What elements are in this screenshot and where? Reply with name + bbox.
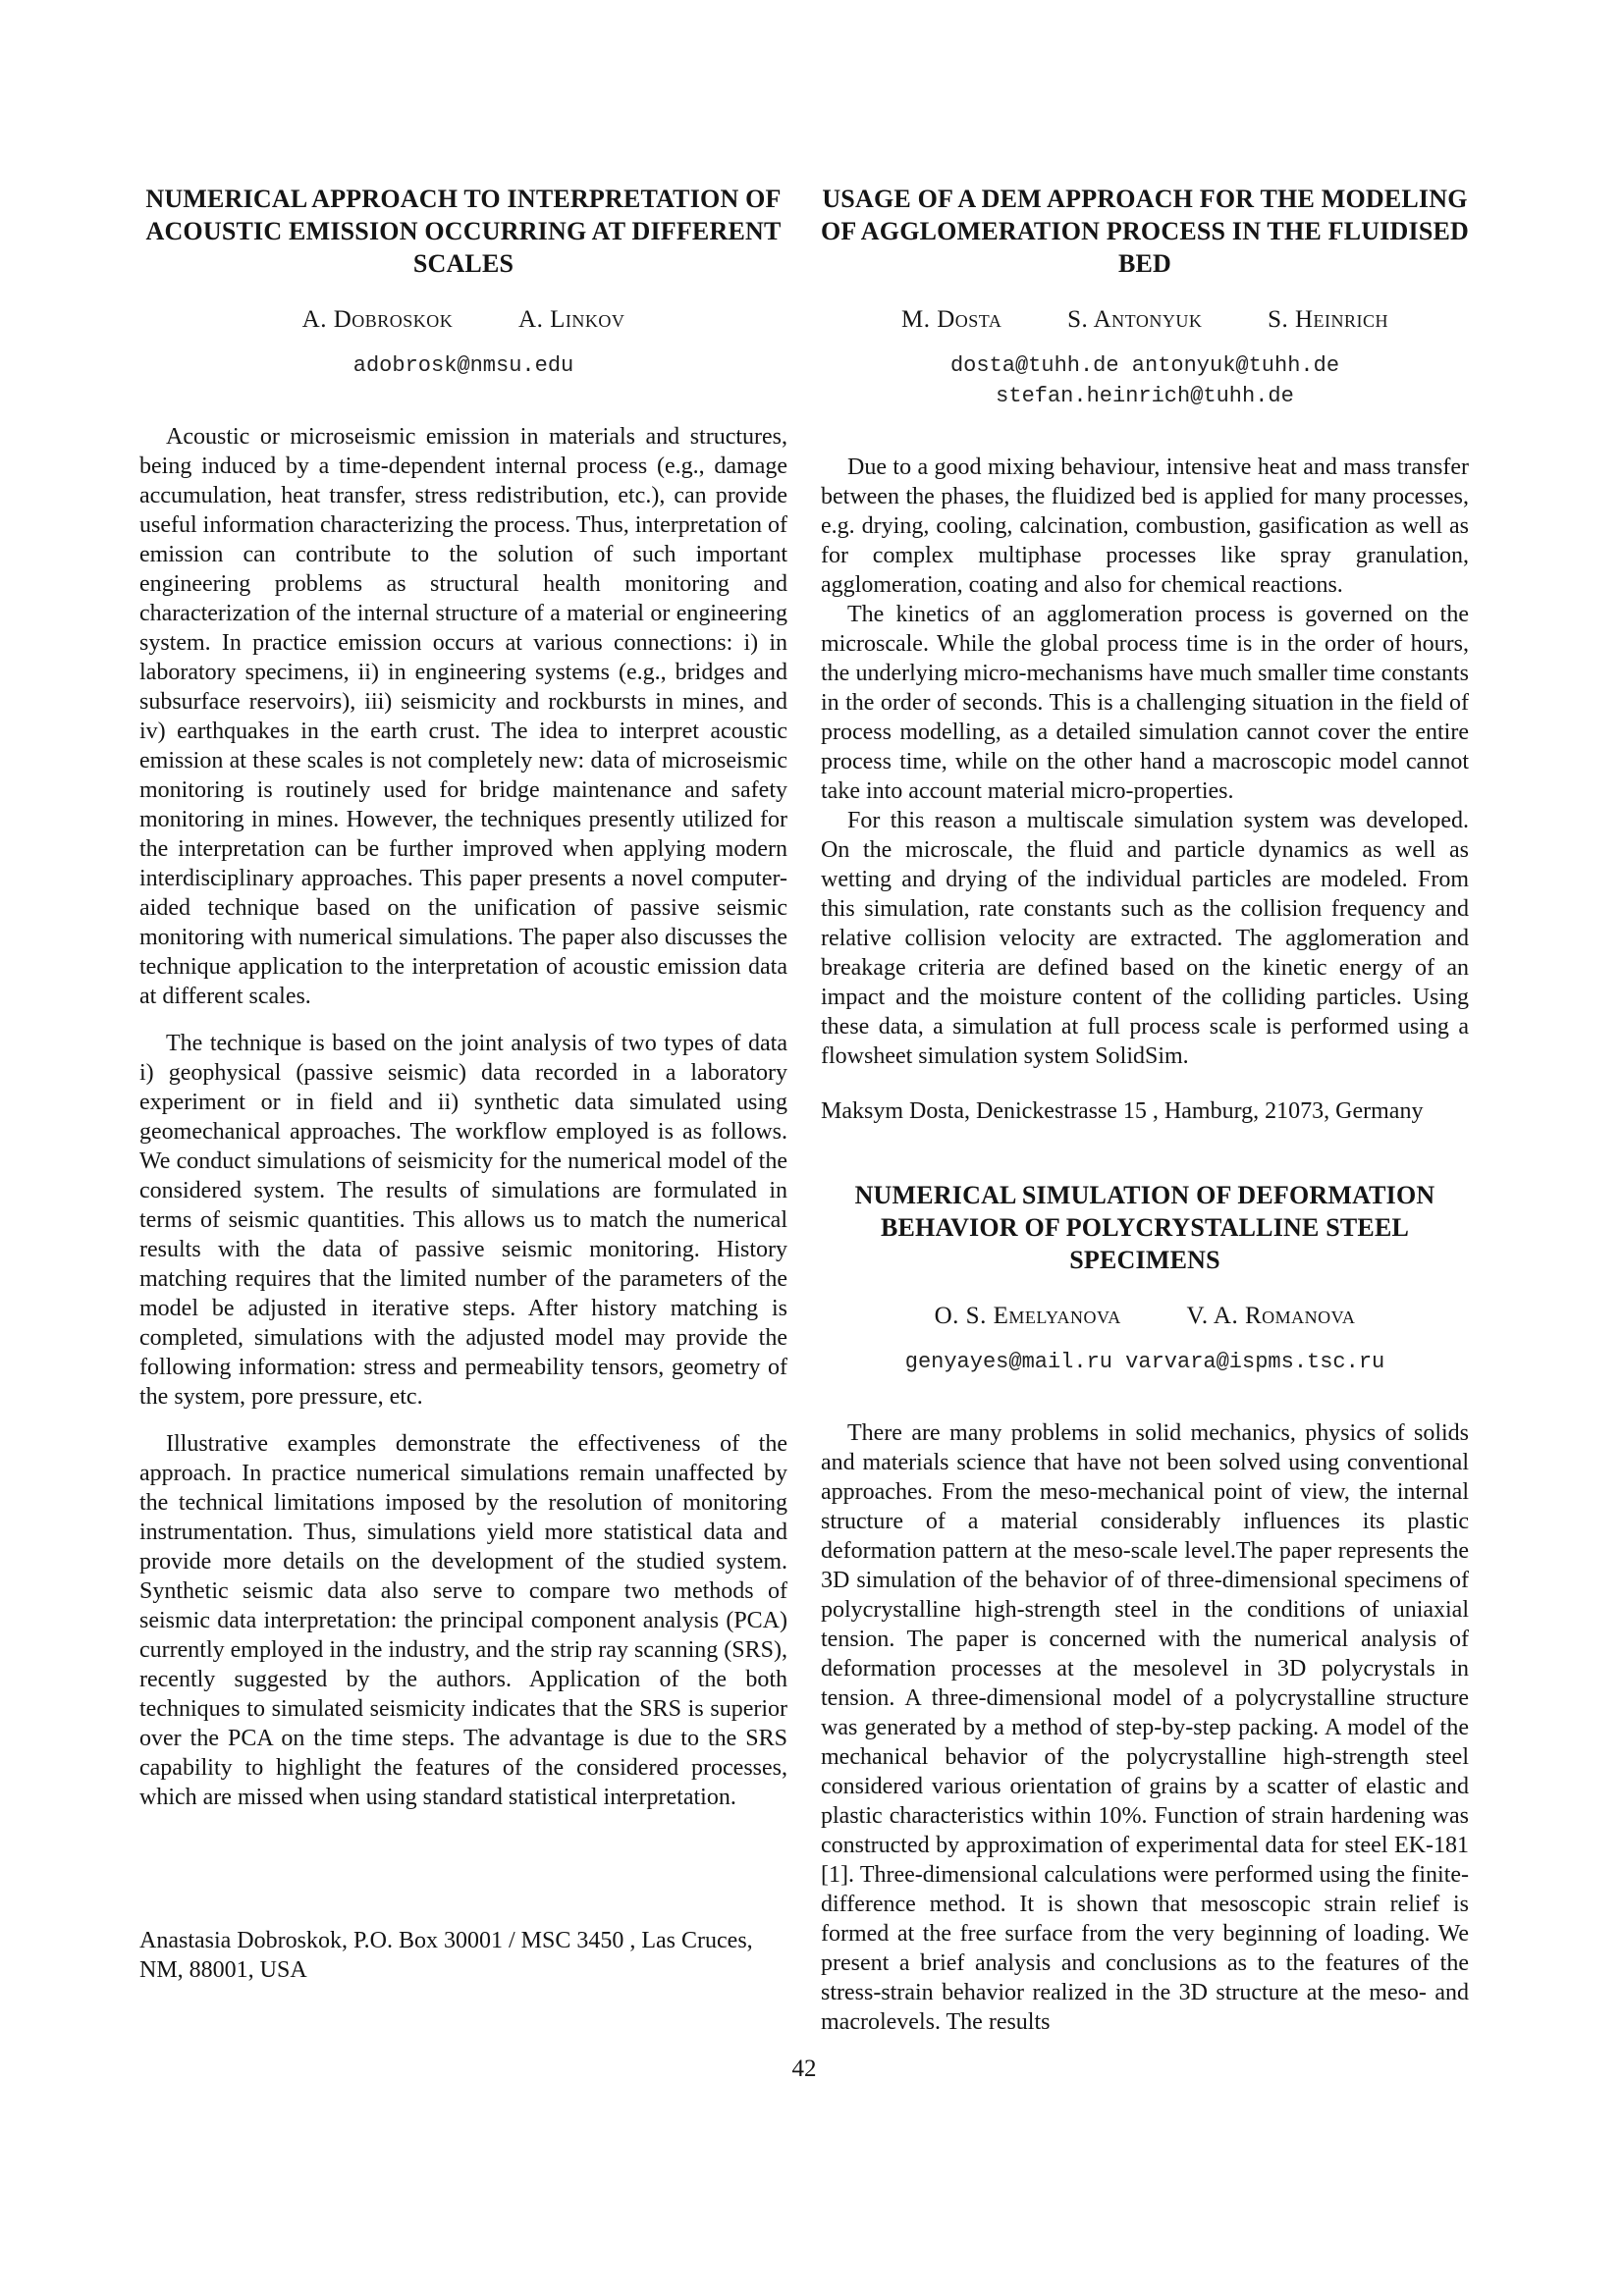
- abstract-body: [139, 422, 787, 1812]
- abstract-paragraph: The technique is based on the joint analysis of two types of data i) geophysical (passive seismic) data recorded in a laboratory experiment or in field and ii) synthetic data simulated using geomechanical approaches. The workflow employed is as follows. We conduct simulations of seismicity for the numerical model of the considered system. The results of simulations are formulated in terms of seismic quantities. This allows us to match the numerical results with the data of passive seismic monitoring. History matching requires that the limited number of the parameters of the model be adjusted in iterative steps. After history matching is completed, simulations with the adjusted model may provide the following information: stress and permeability tensors, geometry of the system, pore pressure, etc.: [139, 1031, 787, 1410]
- abstract-steel-specimens: [821, 1179, 1469, 2037]
- abstract-title: NUMERICAL APPROACH TO INTERPRETATION OF ACOUSTIC EMISSION OCCURRING AT DIFFERENT SCALES: [145, 185, 782, 278]
- correspondence-address: Anastasia Dobroskok, P.O. Box 30001 / MSC 3450 , Las Cruces, NM, 88001, USA: [139, 1928, 753, 1983]
- email-line: adobrosk@nmsu.edu: [352, 353, 574, 378]
- abstract-paragraph: For this reason a multiscale simulation system was developed. On the microscale, the fluid and particle dynamics as well as wetting and drying of the individual particles are modeled. From this simulation, rate constants such as the collision frequency and relative collision velocity are extracted. The agglomeration and breakage criteria are defined based on the kinetic energy of an impact and the moisture content of the colliding particles. Using these data, a simulation at full process scale is performed using a flowsheet simulation system SolidSim.: [821, 808, 1469, 1069]
- email-block: [821, 350, 1469, 411]
- email-line: stefan.heinrich@tuhh.de: [996, 384, 1294, 408]
- abstract-paragraph: Illustrative examples demonstrate the effectiveness of the approach. In practice numerical simulations remain unaffected by the technical limitations imposed by the resolution of monitoring instrumentation. Thus, simulations yield more statistical data and provide more details on the development of the studied system. Synthetic seismic data also serve to compare two methods of seismic data interpretation: the principal component analysis (PCA) currently employed in the industry, and the strip ray scanning (SRS), recently suggested by the authors. Application of the both techniques to simulated seismicity indicates that the SRS is superior over the PCA on the time steps. The advantage is due to the SRS capability to highlight the features of the considered processes, which are missed when using standard statistical interpretation.: [139, 1431, 787, 1810]
- author-name: A. Dobroskok: [301, 306, 454, 333]
- abstract-title: NUMERICAL SIMULATION OF DEFORMATION BEHAVIOR OF POLYCRYSTALLINE STEEL SPECIMENS: [854, 1181, 1435, 1274]
- author-name: S. Heinrich: [1268, 306, 1389, 333]
- abstract-dem-agglomeration: [821, 183, 1469, 1126]
- abstract-title: USAGE OF A DEM APPROACH FOR THE MODELING OF AGGLOMERATION PROCESS IN THE FLUIDISED BED: [821, 185, 1470, 278]
- correspondence-address: Maksym Dosta, Denickestrasse 15 , Hamburg, 21073, Germany: [821, 1098, 1424, 1124]
- authors-line: [821, 305, 1469, 335]
- author-name: A. Linkov: [518, 306, 625, 333]
- left-column: [139, 183, 787, 1985]
- email-block: [139, 350, 787, 381]
- abstract-paragraph: Due to a good mixing behaviour, intensive heat and mass transfer between the phases, the fluidized bed is applied for many processes, e.g. drying, cooling, calcination, combustion, gasification as well as for complex multiphase processes like spray granulation, agglomeration, coating and also for chemical reactions.: [821, 454, 1469, 598]
- author-name: O. S. Emelyanova: [934, 1303, 1121, 1329]
- author-name: M. Dosta: [900, 306, 1002, 333]
- abstract-paragraph: The kinetics of an agglomeration process is governed on the microscale. While the global process time is in the order of hours, the underlying micro-mechanisms have much smaller time constants in the order of seconds. This is a challenging situation in the field of process modelling, as a detailed simulation cannot cover the entire process time, while on the other hand a macroscopic model cannot take into account material micro-properties.: [821, 602, 1469, 804]
- email-block: [821, 1347, 1469, 1377]
- authors-line: [821, 1302, 1469, 1331]
- abstract-paragraph: There are many problems in solid mechanics, physics of solids and materials science that have not been solved using conventional approaches. From the meso-mechanical point of view, the internal structure of a material considerably influences its plastic deformation pattern at the meso-scale level.The paper represents the 3D simulation of the behavior of of three-dimensional specimens of polycrystalline high-strength steel in the conditions of uniaxial tension. The paper is concerned with the numerical analysis of deformation processes at the mesolevel in 3D polycrystals in tension. A three-dimensional model of a polycrystalline structure was generated by a method of step-by-step packing. A model of the mechanical behavior of the polycrystalline high-strength steel considered various orientation of grains by a scatter of elastic and plastic characteristics within 10%. Function of strain hardening was constructed by approximation of experimental data for steel EK-181 [1]. Three-dimensional calculations were performed using the finite-difference method. It is shown that mesoscopic strain relief is formed at the free surface from the very beginning of loading. We present a brief analysis and conclusions as to the features of the stress-strain behavior realized in the 3D structure at the meso- and macrolevels. The results: [821, 1420, 1469, 2035]
- abstract-paragraph: Acoustic or microseismic emission in materials and structures, being induced by a time-dependent internal process (e.g., damage accumulation, heat transfer, stress redistribution, etc.), can provide useful information characterizing the process. Thus, interpretation of emission can contribute to the solution of such important engineering problems as structural health monitoring and characterization of the internal structure of a material or engineering system. In practice emission occurs at various connections: i) in laboratory specimens, ii) in engineering systems (e.g., bridges and subsurface reservoirs), iii) seismicity and rockbursts in mines, and iv) earthquakes in the earth crust. The idea to interpret acoustic emission at these scales is not completely new: data of microseismic monitoring is routinely used for bridge maintenance and safety monitoring in mines. However, the techniques presently utilized for the interpretation can be further improved when applying modern interdisciplinary approaches. This paper presents a novel computer-aided technique based on the unification of passive seismic monitoring with numerical simulations. The paper also discusses the technique application to the interpretation of acoustic emission data at different scales.: [139, 424, 787, 1009]
- right-column: [821, 183, 1469, 2037]
- page-number: 42: [791, 2056, 817, 2082]
- author-name: V. A. Romanova: [1186, 1303, 1356, 1329]
- email-line: genyayes@mail.ru varvara@ispms.tsc.ru: [904, 1350, 1385, 1374]
- abstract-body: [821, 453, 1469, 1071]
- authors-line: [139, 305, 787, 335]
- email-line: dosta@tuhh.de antonyuk@tuhh.de: [949, 353, 1340, 378]
- author-name: S. Antonyuk: [1067, 306, 1203, 333]
- abstract-body: [821, 1418, 1469, 2037]
- abstract-acoustic-emission: [139, 183, 787, 1985]
